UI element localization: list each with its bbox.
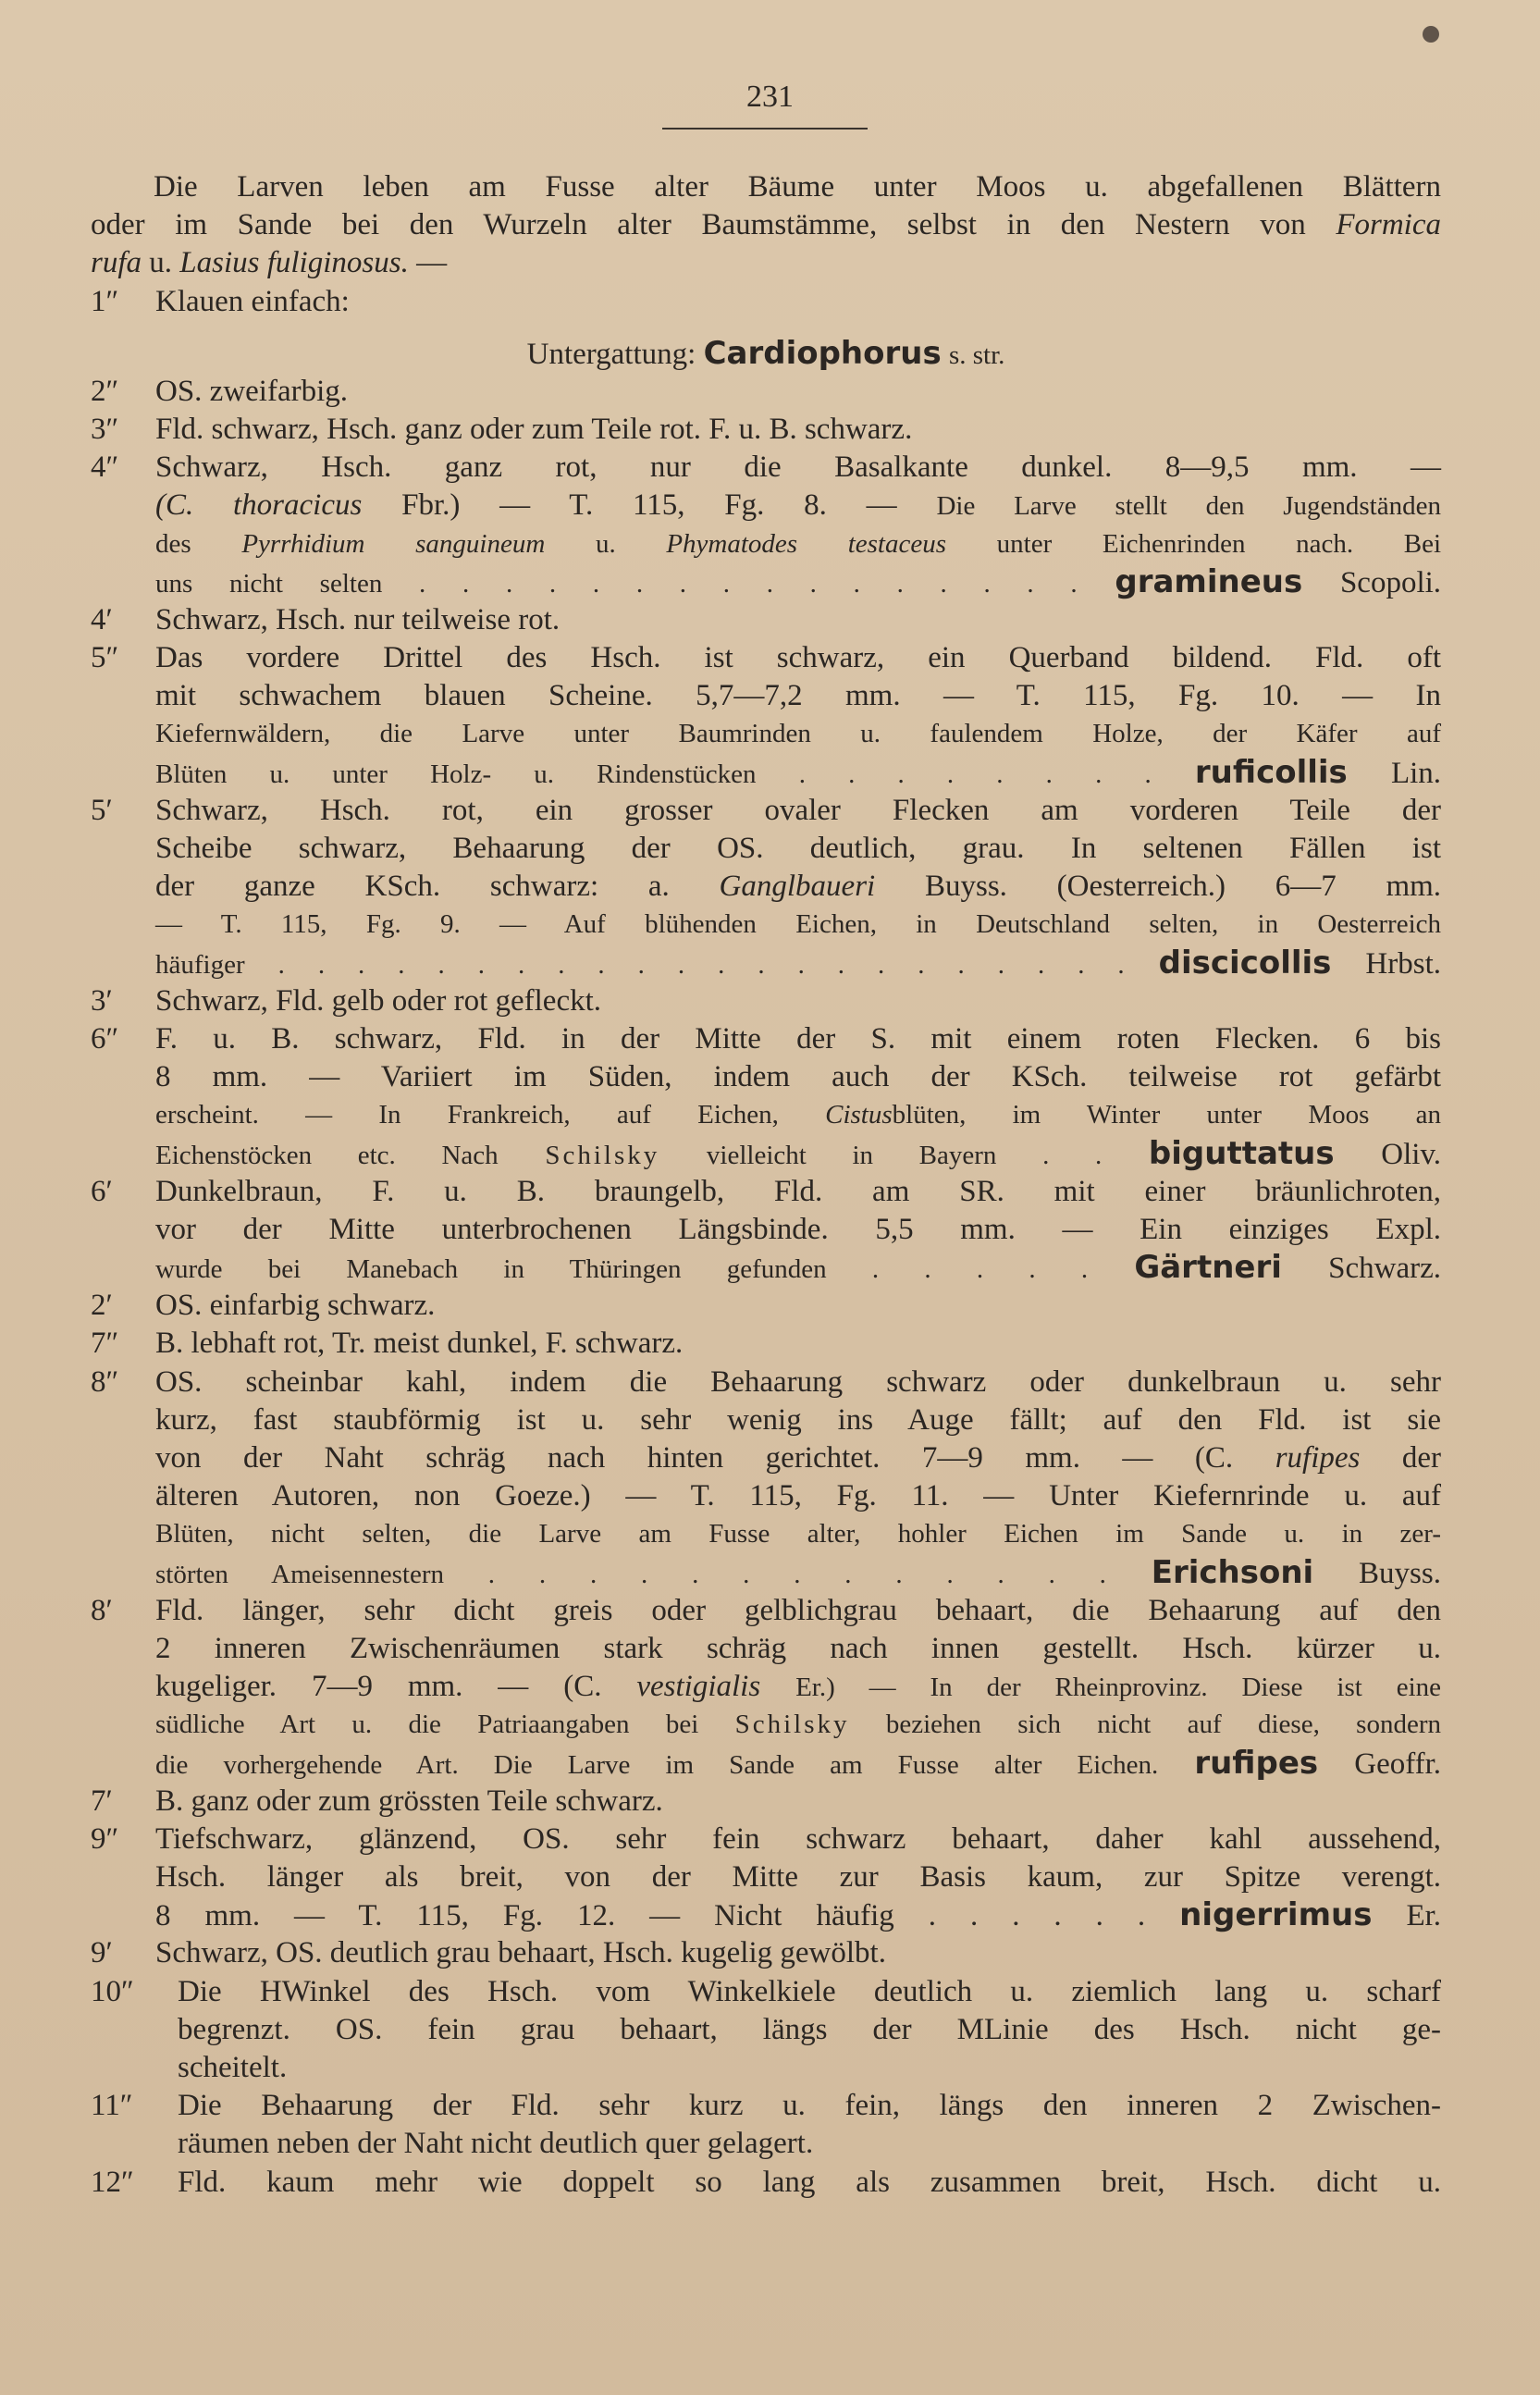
taxon: Ganglbaueri — [719, 870, 876, 904]
text: südliche Art u. die Patriaangaben bei — [155, 1710, 699, 1740]
text: Blüten u. unter Holz- u. Rindenstücken . . . . . . . . — [155, 759, 1152, 789]
text: Schwarz, Hsch. nur teilweise rot. — [155, 602, 561, 636]
key-entry — [91, 1973, 1441, 2011]
author: Hrbst. — [1365, 946, 1441, 981]
couplet-number: 6″ — [91, 1021, 119, 1056]
couplet-number: 3′ — [91, 983, 113, 1018]
subgenus-name: Cardiophorus — [703, 334, 942, 372]
text: begrenzt. OS. fein grau behaart, längs der MLinie des Hsch. nicht ge- — [178, 2012, 1441, 2046]
key-entry — [91, 1934, 1441, 1972]
couplet-number: 11″ — [91, 2089, 133, 2123]
text: Die Larven leben am Fusse alter Bäume unter Moos u. abgefallenen Blättern — [154, 170, 1441, 204]
key-entry — [91, 1783, 1441, 1821]
key-entry — [91, 283, 1441, 321]
text: älteren Autoren, non Goeze.) — T. 115, Fg. 11. — Unter Kiefernrinde u. auf — [155, 1479, 1441, 1513]
text: Blüten, nicht selten, die Larve am Fusse alter, hohler Eichen im Sande u. in zer- — [155, 1519, 1441, 1549]
author: Oliv. — [1381, 1137, 1442, 1171]
key-entry-line — [91, 2049, 1441, 2087]
text: Schwarz, Fld. gelb oder rot gefleckt. — [155, 983, 602, 1018]
key-entry — [91, 2164, 1441, 2202]
key-text — [91, 168, 1441, 2202]
key-entry-line — [91, 2011, 1441, 2049]
text: räumen neben der Naht nicht deutlich quer gelagert. — [178, 2127, 814, 2161]
key-entry-line — [91, 1058, 1441, 1096]
taxon: rufipes — [1275, 1441, 1361, 1475]
ink-spot — [1423, 26, 1439, 43]
subgenus-label: Untergattung: — [526, 337, 696, 371]
text: vielleicht in Bayern . . — [706, 1140, 1103, 1170]
text: 8 mm. — T. 115, Fg. 12. — Nicht häufig . . . . . . — [155, 1899, 1146, 1933]
text: der ganze KSch. schwarz: a. — [155, 870, 670, 904]
subgenus-suffix: s. str. — [948, 339, 1005, 370]
key-entry — [91, 1592, 1441, 1630]
couplet-number: 10″ — [91, 1974, 134, 2008]
page-number: 231 — [746, 80, 794, 114]
text: Hsch. länger als breit, von der Mitte zur Basis kaum, zur Spitze verengt. — [155, 1860, 1441, 1895]
key-entry — [91, 601, 1441, 639]
couplet-number: 1″ — [91, 284, 119, 318]
key-entry — [91, 2087, 1441, 2125]
key-entry — [91, 1325, 1441, 1363]
author: Geoffr. — [1354, 1747, 1442, 1781]
key-entry-line — [91, 1706, 1441, 1744]
key-entry-line: (C. thoracicus Fbr.) — T. 115, Fg. 8. — Die Larve stellt den Jugendständen — [155, 488, 1441, 523]
key-entry-line — [91, 1439, 1441, 1477]
couplet-number: 6′ — [91, 1174, 113, 1208]
couplet-number: 5′ — [91, 793, 113, 827]
couplet-number: 7″ — [91, 1327, 119, 1361]
text: kugeliger. 7—9 mm. — (C. — [155, 1670, 602, 1704]
intro-line: rufa u. Lasius fuliginosus. — — [91, 246, 448, 280]
text: Schwarz, Hsch. rot, ein grosser ovaler Flecken am vorderen Teile der — [155, 793, 1441, 827]
couplet-number: 3″ — [91, 412, 119, 446]
couplet-number: 4″ — [91, 451, 119, 485]
text: OS. zweifarbig. — [155, 374, 349, 408]
key-entry-line — [91, 830, 1441, 868]
text: von der Naht schräg nach hinten gerichtet. 7—9 mm. — (C. — [155, 1441, 1234, 1475]
couplet-number: 8′ — [91, 1593, 113, 1627]
key-entry — [91, 1020, 1441, 1058]
key-entry-line — [91, 1745, 1441, 1783]
key-entry-line — [91, 1896, 1441, 1934]
text: B. ganz oder zum grössten Teile schwarz. — [155, 1784, 663, 1818]
text: Schwarz, Hsch. ganz rot, nur die Basalkante dunkel. 8—9,5 mm. — — [155, 451, 1441, 485]
text: F. u. B. schwarz, Fld. in der Mitte der S. mit einem roten Flecken. 6 bis — [155, 1021, 1441, 1056]
text: OS. scheinbar kahl, indem die Behaarung schwarz oder dunkelbraun u. sehr — [155, 1364, 1441, 1399]
key-entry-line — [91, 1515, 1441, 1553]
text: kurz, fast staubförmig ist u. sehr wenig ins Auge fällt; auf den Fld. ist sie — [155, 1402, 1441, 1437]
key-entry — [91, 1287, 1441, 1325]
author: Scopoli. — [1339, 565, 1442, 599]
taxon: Formica — [1336, 208, 1441, 242]
key-entry — [91, 373, 1441, 411]
species-name: Gärtneri — [1134, 1249, 1282, 1287]
key-entry-line — [91, 754, 1441, 792]
text: wurde bei Manebach in Thüringen gefunden . . . . . — [155, 1254, 1089, 1285]
couplet-number: 2′ — [91, 1289, 113, 1323]
key-entry — [91, 639, 1441, 677]
intro-line — [91, 168, 1441, 206]
text: Dunkelbraun, F. u. B. braungelb, Fld. am SR. mit einer bräunlichroten, — [155, 1174, 1441, 1208]
text: häufiger . . . . . . . . . . . . . . . . . . . . . . — [155, 949, 1125, 980]
subgenus-heading — [91, 321, 1441, 373]
text: — T. 115, Fg. 9. — Auf blühenden Eichen, in Deutschland selten, in Oesterreich — [155, 909, 1441, 940]
species-name: gramineus — [1115, 562, 1303, 600]
taxon: Cistus — [825, 1100, 893, 1130]
key-entry-line — [91, 563, 1441, 601]
text: scheitelt. — [178, 2051, 288, 2084]
key-entry-line — [91, 1477, 1441, 1515]
key-entry-line — [91, 1401, 1441, 1439]
couplet-number: 9″ — [91, 1821, 119, 1856]
couplet-number: 2″ — [91, 374, 119, 408]
author: Schwarz. — [1328, 1252, 1442, 1286]
key-entry-line — [91, 2125, 1441, 2163]
intro-line — [91, 206, 1441, 244]
couplet-number: 12″ — [91, 2165, 134, 2199]
person-name: Schilsky — [734, 1710, 850, 1740]
taxon: Pyrrhidium sanguineum — [241, 528, 546, 559]
taxon: Phymatodes testaceus — [666, 528, 947, 559]
key-entry-line — [91, 1554, 1441, 1592]
text: Die Behaarung der Fld. sehr kurz u. fein, längs den inneren 2 Zwischen- — [178, 2089, 1441, 2123]
text: Kiefernwäldern, die Larve unter Baumrinden u. faulendem Holze, der Käfer auf — [155, 719, 1441, 749]
couplet-number: 9′ — [91, 1936, 113, 1970]
key-entry-line — [91, 1858, 1441, 1896]
key-entry — [91, 411, 1441, 449]
text: Eichenstöcken etc. Nach — [155, 1140, 499, 1170]
text: Die HWinkel des Hsch. vom Winkelkiele deutlich u. ziemlich lang u. scharf — [178, 1974, 1441, 2008]
couplet-number: 5″ — [91, 641, 119, 675]
key-entry-line — [91, 1630, 1441, 1668]
key-entry-line — [91, 1096, 1441, 1134]
species-name: ruficollis — [1194, 753, 1348, 791]
text: der — [1401, 1441, 1441, 1475]
text: erscheint. — In Frankreich, auf Eichen, — [155, 1100, 779, 1130]
species-name: Erichsoni — [1151, 1553, 1314, 1591]
key-entry — [91, 982, 1441, 1020]
text: 2 inneren Zwischenräumen stark schräg nach innen gestellt. Hsch. kürzer u. — [155, 1631, 1441, 1665]
key-entry-line — [91, 1211, 1441, 1249]
text: des — [155, 528, 191, 559]
author: Er. — [1406, 1899, 1442, 1933]
text: Er.) — In der Rheinprovinz. Diese ist eine — [795, 1673, 1441, 1703]
text: uns nicht selten . . . . . . . . . . . . . . . . — [155, 568, 1078, 599]
taxon: vestigialis — [636, 1670, 761, 1704]
species-name: discicollis — [1158, 944, 1332, 981]
text: Fld. länger, sehr dicht greis oder gelblichgrau behaart, die Behaarung auf den — [155, 1593, 1441, 1627]
key-entry-line — [91, 1668, 1441, 1706]
text: u. — [595, 528, 616, 559]
text: die vorhergehende Art. Die Larve im Sande am Fusse alter Eichen. — [155, 1749, 1159, 1780]
text: Das vordere Drittel des Hsch. ist schwarz, ein Querband bildend. Fld. oft — [155, 641, 1441, 675]
taxon: Lasius fuliginosus. — [179, 246, 409, 280]
text: Klauen einfach: — [155, 284, 350, 318]
key-entry-line — [91, 944, 1441, 982]
text: unter Eichenrinden nach. Bei — [996, 528, 1442, 559]
key-entry — [91, 449, 1441, 487]
key-entry-line — [91, 677, 1441, 715]
text: Buyss. (Oesterreich.) 6—7 mm. — [924, 870, 1442, 904]
text: beziehen sich nicht auf diese, sondern — [885, 1710, 1441, 1740]
couplet-number: 4′ — [91, 602, 113, 636]
key-entry — [91, 792, 1441, 830]
text: B. lebhaft rot, Tr. meist dunkel, F. schwarz. — [155, 1327, 684, 1361]
header-rule — [662, 128, 868, 130]
key-entry-line — [91, 868, 1441, 906]
text: Schwarz, OS. deutlich grau behaart, Hsch. kugelig gewölbt. — [155, 1936, 886, 1970]
text: Fld. schwarz, Hsch. ganz oder zum Teile rot. F. u. B. schwarz. — [155, 412, 913, 446]
person-name: Schilsky — [545, 1140, 660, 1170]
species-name: biguttatus — [1148, 1134, 1335, 1172]
key-entry — [91, 1821, 1441, 1858]
author: Buyss. — [1359, 1556, 1441, 1590]
species-name: nigerrimus — [1179, 1896, 1373, 1934]
text: vor der Mitte unterbrochenen Längsbinde. 5,5 mm. — Ein einziges Expl. — [155, 1212, 1441, 1246]
text: Fld. kaum mehr wie doppelt so lang als zusammen breit, Hsch. dicht u. — [178, 2165, 1441, 2199]
text: störten Ameisennestern . . . . . . . . . . . . . — [155, 1559, 1106, 1589]
text: 8 mm. — Variiert im Süden, indem auch der KSch. teilweise rot gefärbt — [155, 1060, 1441, 1094]
taxon: rufa — [91, 246, 142, 280]
species-name: rufipes — [1194, 1744, 1319, 1782]
key-entry-line — [91, 715, 1441, 753]
text: blüten, im Winter unter Moos an — [892, 1100, 1441, 1130]
key-entry-line — [91, 1249, 1441, 1287]
text: OS. einfarbig schwarz. — [155, 1289, 436, 1323]
text: oder im Sande bei den Wurzeln alter Baumstämme, selbst in den Nestern von — [91, 208, 1337, 242]
key-entry-line — [91, 525, 1441, 563]
couplet-number: 8″ — [91, 1364, 119, 1399]
text: Tiefschwarz, glänzend, OS. sehr fein schwarz behaart, daher kahl aussehend, — [155, 1821, 1441, 1856]
couplet-number: 7′ — [91, 1784, 113, 1818]
key-entry-line — [91, 906, 1441, 944]
key-entry-line — [91, 1135, 1441, 1173]
key-entry — [91, 1173, 1441, 1211]
key-entry — [91, 1364, 1441, 1401]
text: Die Larve stellt den Jugendständen — [936, 491, 1441, 522]
text: mit schwachem blauen Scheine. 5,7—7,2 mm. — T. 115, Fg. 10. — In — [155, 679, 1441, 713]
author: Lin. — [1390, 756, 1442, 790]
text: Scheibe schwarz, Behaarung der OS. deutlich, grau. In seltenen Fällen ist — [155, 832, 1441, 865]
